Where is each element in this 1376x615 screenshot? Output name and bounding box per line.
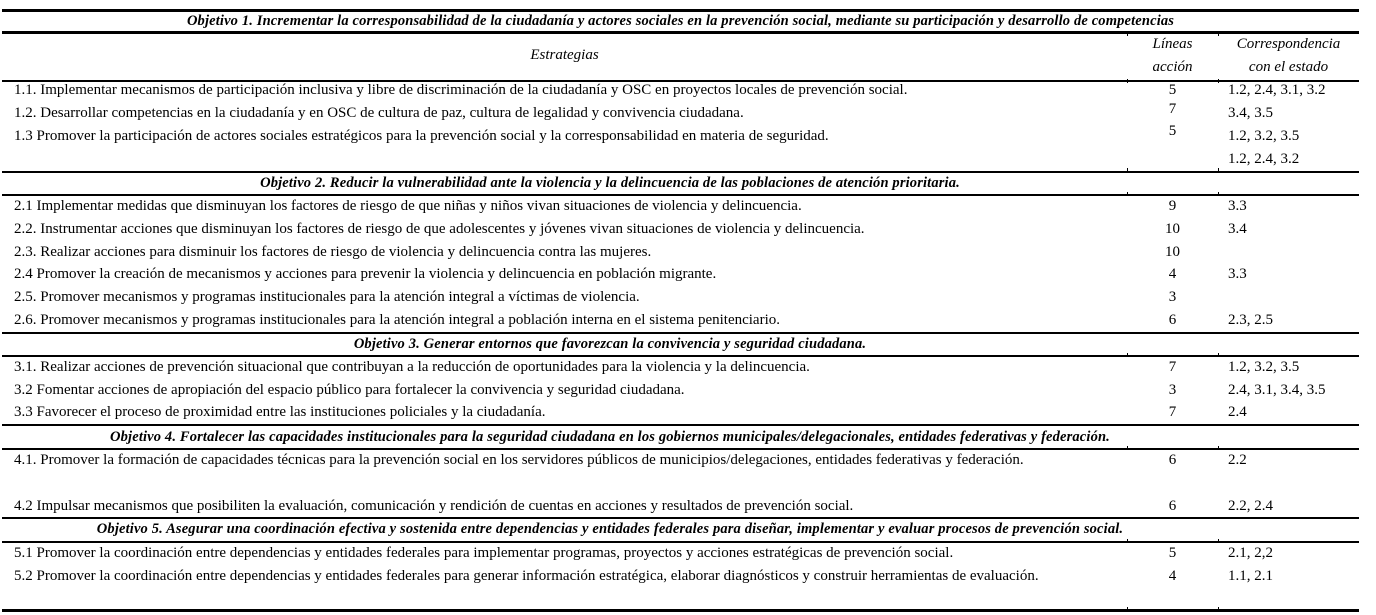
table-bottom-border	[2, 609, 1359, 612]
table-row-corr: 1.2, 2.4, 3.2	[1228, 151, 1300, 167]
table-row-lines: 6	[1168, 452, 1177, 468]
objective-3-title: Objetivo 3. Generar entornos que favorezcan la convivencia y seguridad ciudadana.	[353, 336, 867, 352]
table-row-lines: 6	[1168, 312, 1177, 328]
table-row-corr: 1.1, 2.1	[1228, 568, 1273, 584]
table-row-strategy: 3.1. Realizar acciones de prevención situacional que contribuyan a la reducción de oportunidades para la violencia y la delincuencia.	[14, 359, 810, 375]
objective-5-title: Objetivo 5. Asegurar una coordinación efectiva y sostenida entre dependencias y entidades federales para diseñar, implementar y evaluar procesos de prevención social.	[96, 521, 1124, 537]
table-row-lines: 4	[1168, 266, 1177, 282]
table-row-lines: 7	[1168, 404, 1177, 420]
table-row-corr: 2.2	[1228, 452, 1247, 468]
table-row-lines: 3	[1168, 289, 1177, 305]
table-row-lines: 5	[1168, 123, 1177, 139]
table-row-lines: 10	[1165, 244, 1180, 260]
table-row-corr: 1.2, 3.2, 3.5	[1228, 128, 1300, 144]
table-row-corr: 3.4, 3.5	[1228, 105, 1273, 121]
table-row-strategy: 2.3. Realizar acciones para disminuir los factores de riesgo de violencia y delincuencia contra las mujeres.	[14, 244, 652, 260]
objective-2-title: Objetivo 2. Reducir la vulnerabilidad ante la violencia y la delincuencia de las poblaciones de atención prioritaria.	[260, 175, 960, 191]
table-row-lines: 7	[1168, 359, 1177, 375]
table-row-lines: 3	[1168, 382, 1177, 398]
table-row-lines: 9	[1168, 198, 1177, 214]
column-header-lines-1: Líneas	[1152, 36, 1193, 52]
table-row-strategy: 5.1 Promover la coordinación entre dependencias y entidades federales para implementar programas, proyectos y acciones estratégicas de prevención social.	[14, 545, 954, 561]
table-row-lines: 5	[1168, 82, 1177, 98]
table-row-strategy: 4.1. Promover la formación de capacidades técnicas para la prevención social en los servidores públicos de municipios/delegaciones, entidades federativas y federación.	[14, 452, 1024, 468]
table-row-corr: 3.4	[1228, 221, 1247, 237]
table-row-strategy: 2.6. Promover mecanismos y programas institucionales para la atención integral a población interna en el sistema penitenciario.	[14, 312, 781, 328]
table-row-corr: 3.3	[1228, 198, 1247, 214]
table-row-corr: 2.4, 3.1, 3.4, 3.5	[1228, 382, 1326, 398]
table-row-strategy: 4.2 Impulsar mecanismos que posibiliten la evaluación, comunicación y rendición de cuentas en acciones y resultados de prevención social.	[14, 498, 854, 514]
table-row-strategy: 1.3 Promover la participación de actores sociales estratégicos para la prevención social y la corresponsabilidad en materia de seguridad.	[14, 128, 829, 144]
table-row-strategy: 2.1 Implementar medidas que disminuyan los factores de riesgo de que niñas y niños vivan situaciones de violencia y delincuencia.	[14, 198, 802, 214]
table-row-lines: 6	[1168, 498, 1177, 514]
table-row-lines: 5	[1168, 545, 1177, 561]
table-row-strategy: 3.2 Fomentar acciones de apropiación del espacio público para fortalecer la convivencia y seguridad ciudadana.	[14, 382, 685, 398]
table-row-lines: 4	[1168, 568, 1177, 584]
table-row-lines: 10	[1165, 221, 1180, 237]
table-row-corr: 1.2, 2.4, 3.1, 3.2	[1228, 82, 1326, 98]
objective-4-title: Objetivo 4. Fortalecer las capacidades institucionales para la seguridad ciudadana en los gobiernos municipales/delegacionales, entidades federativas y federación.	[110, 429, 1110, 445]
table-row-corr: 2.1, 2,2	[1228, 545, 1273, 561]
column-header-lines-2: acción	[1152, 59, 1193, 75]
table-row-corr: 3.3	[1228, 266, 1247, 282]
table-row-strategy: 2.5. Promover mecanismos y programas institucionales para la atención integral a víctimas de violencia.	[14, 289, 640, 305]
table-row-strategy: 5.2 Promover la coordinación entre dependencias y entidades federales para generar información estratégica, elaborar diagnósticos y construir herramientas de evaluación.	[14, 568, 1039, 584]
objective-1-title: Objetivo 1. Incrementar la corresponsabilidad de la ciudadanía y actores sociales en la prevención social, mediante su participación y desarrollo de competencias	[186, 13, 1175, 29]
table-row-strategy: 3.3 Favorecer el proceso de proximidad entre las instituciones policiales y la ciudadanía.	[14, 404, 546, 420]
table-row-corr: 2.4	[1228, 404, 1247, 420]
table-row-corr: 2.3, 2.5	[1228, 312, 1273, 328]
table-row-lines: 7	[1168, 101, 1177, 117]
table-row-strategy: 1.2. Desarrollar competencias en la ciudadanía y en OSC de cultura de paz, cultura de legalidad y convivencia ciudadana.	[14, 105, 744, 121]
table-row-strategy: 2.4 Promover la creación de mecanismos y acciones para prevenir la violencia y delincuencia en población migrante.	[14, 266, 717, 282]
table-row-corr: 2.2, 2.4	[1228, 498, 1273, 514]
column-header-strategies: Estrategias	[530, 47, 599, 63]
table-row-corr: 1.2, 3.2, 3.5	[1228, 359, 1300, 375]
column-header-corr-1: Correspondencia	[1236, 36, 1341, 52]
table-row-strategy: 2.2. Instrumentar acciones que disminuyan los factores de riesgo de que adolescentes y jóvenes vivan situaciones de violencia y delincuencia.	[14, 221, 865, 237]
table-row-strategy: 1.1. Implementar mecanismos de participación inclusiva y libre de discriminación de la ciudadanía y OSC en proyectos locales de prevención social.	[14, 82, 908, 98]
column-header-corr-2: con el estado	[1248, 59, 1329, 75]
